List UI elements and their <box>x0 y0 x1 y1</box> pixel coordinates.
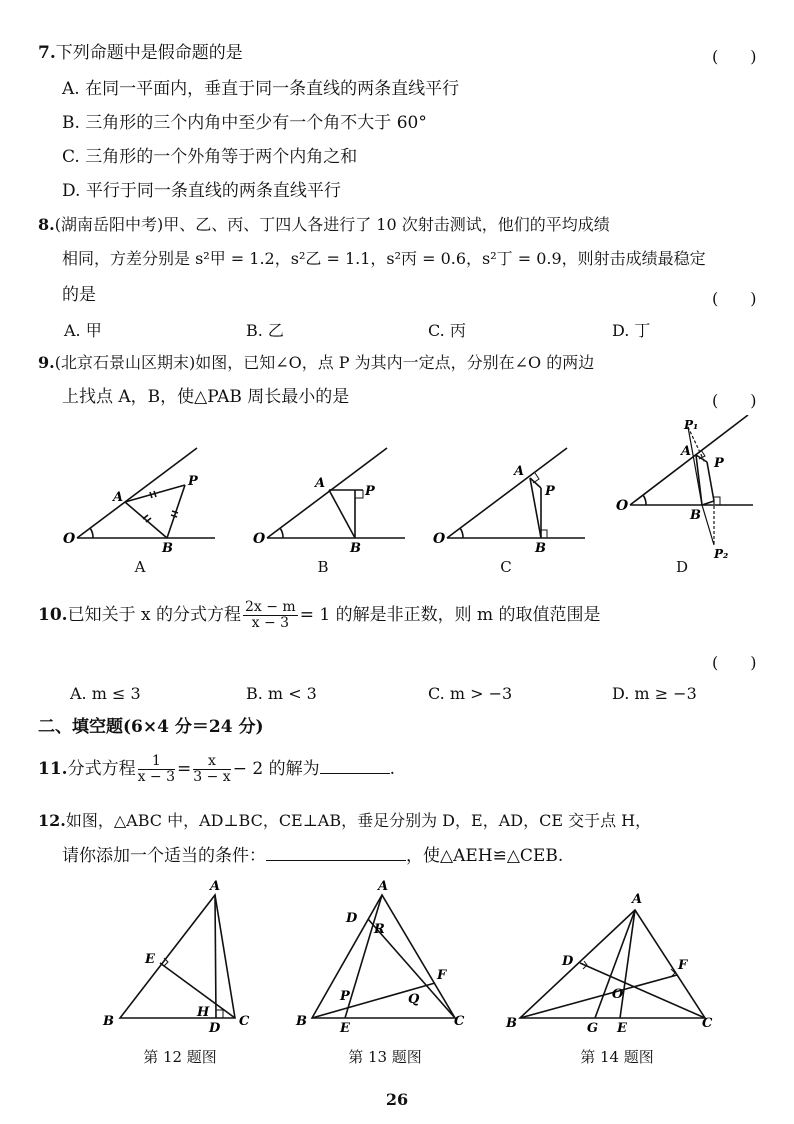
q12-line1 <box>38 810 651 832</box>
q7-answer-paren: ( ) <box>712 47 757 66</box>
q12-text-2-post: ，使△AEH≌△CEB. <box>406 846 564 866</box>
q10-fraction-denominator: x − 3 <box>251 615 290 631</box>
q9-figure-c-label: C <box>500 558 512 576</box>
q9-number: 9. <box>38 353 55 372</box>
svg-text:P: P <box>188 474 198 489</box>
q11-fraction-2-denominator: 3 − x <box>193 769 231 785</box>
q8-answer-paren: ( ) <box>712 289 757 308</box>
q7-text: 下列命题中是假命题的是 <box>55 43 243 63</box>
q10-text-post: = 1 的解是非正数，则 m 的取值范围是 <box>299 605 601 625</box>
q7-number: 7. <box>38 43 56 63</box>
q11-fraction-1-denominator: x − 3 <box>137 769 176 785</box>
svg-text:C: C <box>454 1014 465 1029</box>
q8-option-b: B. 乙 <box>246 321 284 340</box>
svg-text:A: A <box>632 892 643 907</box>
svg-text:A: A <box>681 444 692 459</box>
svg-text:O: O <box>63 531 76 547</box>
svg-text:P: P <box>714 456 724 471</box>
q8-line2: 相同，方差分别是 s²甲 = 1.2，s²乙 = 1.1，s²丙 = 0.6，s²丁 = 0.9，则射击成绩最稳定 <box>62 249 706 268</box>
q10-option-d: D. m ≥ −3 <box>612 684 697 703</box>
q7-option-b: B. 三角形的三个内角中至少有一个角不大于 60° <box>62 113 427 133</box>
q12-figure-caption: 第 12 题图 <box>143 1048 217 1066</box>
svg-text:F: F <box>437 968 447 983</box>
q12-line2 <box>62 845 563 867</box>
q11-line <box>38 752 395 786</box>
q7-stem <box>38 42 243 64</box>
q9-text-1: (北京石景山区期末)如图，已知∠O，点 P 为其内一定点，分别在∠O 的两边 <box>54 353 595 372</box>
q12-number: 12. <box>38 811 66 830</box>
q10-text-pre: 已知关于 x 的分式方程 <box>67 605 241 625</box>
q9-figure-a <box>55 445 225 555</box>
q9-figure-c <box>425 445 595 555</box>
svg-text:E: E <box>617 1021 627 1035</box>
svg-text:A: A <box>378 879 389 894</box>
svg-text:E: E <box>145 952 155 967</box>
q10-fraction-numerator: 2x − m <box>244 599 296 615</box>
svg-text:B: B <box>103 1014 114 1029</box>
q11-text-post: − 2 的解为 <box>232 759 320 779</box>
q14-figure-caption: 第 14 题图 <box>580 1048 654 1066</box>
q10-fraction <box>243 600 298 631</box>
svg-text:B: B <box>506 1016 517 1031</box>
q9-figure-a-label: A <box>134 558 146 576</box>
q11-fraction-1-numerator: 1 <box>138 754 175 770</box>
q8-number: 8. <box>38 215 55 234</box>
q11-fraction-2 <box>193 754 230 785</box>
svg-text:E: E <box>340 1021 350 1035</box>
q12-figure <box>95 875 265 1035</box>
q10-line <box>38 598 601 632</box>
q10-option-c: C. m > −3 <box>428 684 513 703</box>
q9-answer-paren: ( ) <box>712 391 757 410</box>
svg-text:Q: Q <box>408 992 420 1007</box>
svg-text:C: C <box>239 1014 250 1029</box>
svg-text:B: B <box>690 508 701 523</box>
svg-text:H: H <box>197 1005 210 1020</box>
q11-fraction-2-numerator: x <box>193 754 230 770</box>
q9-figure-b-label: B <box>317 558 329 576</box>
svg-text:P: P <box>545 484 555 499</box>
q8-line1 <box>38 214 610 236</box>
q12-answer-blank[interactable] <box>266 846 406 861</box>
q12-text-2-pre: 请你添加一个适当的条件： <box>62 846 266 866</box>
q14-figure <box>500 885 730 1035</box>
q9-figure-d-label: D <box>675 558 689 576</box>
q9-line2: 上找点 A，B，使△PAB 周长最小的是 <box>62 387 350 407</box>
q11-fraction-1 <box>138 754 175 785</box>
svg-text:B: B <box>350 541 361 555</box>
q10-option-a: A. m ≤ 3 <box>70 684 141 703</box>
svg-text:A: A <box>113 490 124 505</box>
svg-text:D: D <box>346 911 358 926</box>
svg-text:B: B <box>296 1014 307 1029</box>
svg-text:O: O <box>612 987 624 1002</box>
svg-text:P: P <box>340 989 350 1004</box>
q11-text-pre: 分式方程 <box>67 759 136 779</box>
q7-option-d: D. 平行于同一条直线的两条直线平行 <box>62 181 341 201</box>
q8-option-c: C. 丙 <box>428 321 466 340</box>
q7-option-a: A. 在同一平面内，垂直于同一条直线的两条直线平行 <box>62 79 460 99</box>
q9-line1 <box>38 352 594 374</box>
svg-text:D: D <box>562 954 574 969</box>
svg-text:R: R <box>374 922 385 937</box>
svg-text:F: F <box>678 958 688 973</box>
q11-number: 11. <box>38 759 68 779</box>
q12-text-1: 如图，△ABC 中，AD⊥BC，CE⊥AB，垂足分别为 D，E，AD，CE 交于点 H， <box>65 811 652 830</box>
svg-text:O: O <box>253 531 266 547</box>
svg-text:P₂: P₂ <box>714 547 729 561</box>
page-number: 26 <box>385 1090 409 1109</box>
svg-text:O: O <box>433 531 446 547</box>
q8-option-d: D. 丁 <box>612 321 651 340</box>
q8-line3: 的是 <box>62 285 96 305</box>
svg-text:P₁: P₁ <box>684 418 699 432</box>
svg-text:A: A <box>210 879 221 894</box>
q8-option-a: A. 甲 <box>64 321 102 340</box>
svg-text:O: O <box>616 498 629 514</box>
q10-option-b: B. m < 3 <box>246 684 317 703</box>
q13-figure-caption: 第 13 题图 <box>348 1048 422 1066</box>
svg-text:P: P <box>365 484 375 499</box>
svg-text:C: C <box>702 1016 713 1031</box>
q9-figure-b <box>245 445 415 555</box>
svg-text:A: A <box>315 476 326 491</box>
q10-answer-paren: ( ) <box>712 653 757 672</box>
section-title-fill-in: 二、填空题(6×4 分＝24 分) <box>38 717 264 737</box>
svg-text:B: B <box>535 541 546 555</box>
q9-figure-d <box>608 415 768 565</box>
q11-equals: = <box>177 759 192 779</box>
svg-text:B: B <box>162 541 173 555</box>
svg-text:G: G <box>587 1021 599 1035</box>
svg-text:A: A <box>514 464 525 479</box>
q13-figure <box>290 875 475 1035</box>
q8-text-1: (湖南岳阳中考)甲、乙、丙、丁四人各进行了 10 次射击测试，他们的平均成绩 <box>54 215 610 234</box>
q11-answer-blank[interactable] <box>320 759 390 774</box>
svg-text:D: D <box>209 1021 221 1035</box>
q10-number: 10. <box>38 605 68 625</box>
q7-option-c: C. 三角形的一个外角等于两个内角之和 <box>62 147 358 167</box>
q11-text-end: . <box>389 759 395 779</box>
